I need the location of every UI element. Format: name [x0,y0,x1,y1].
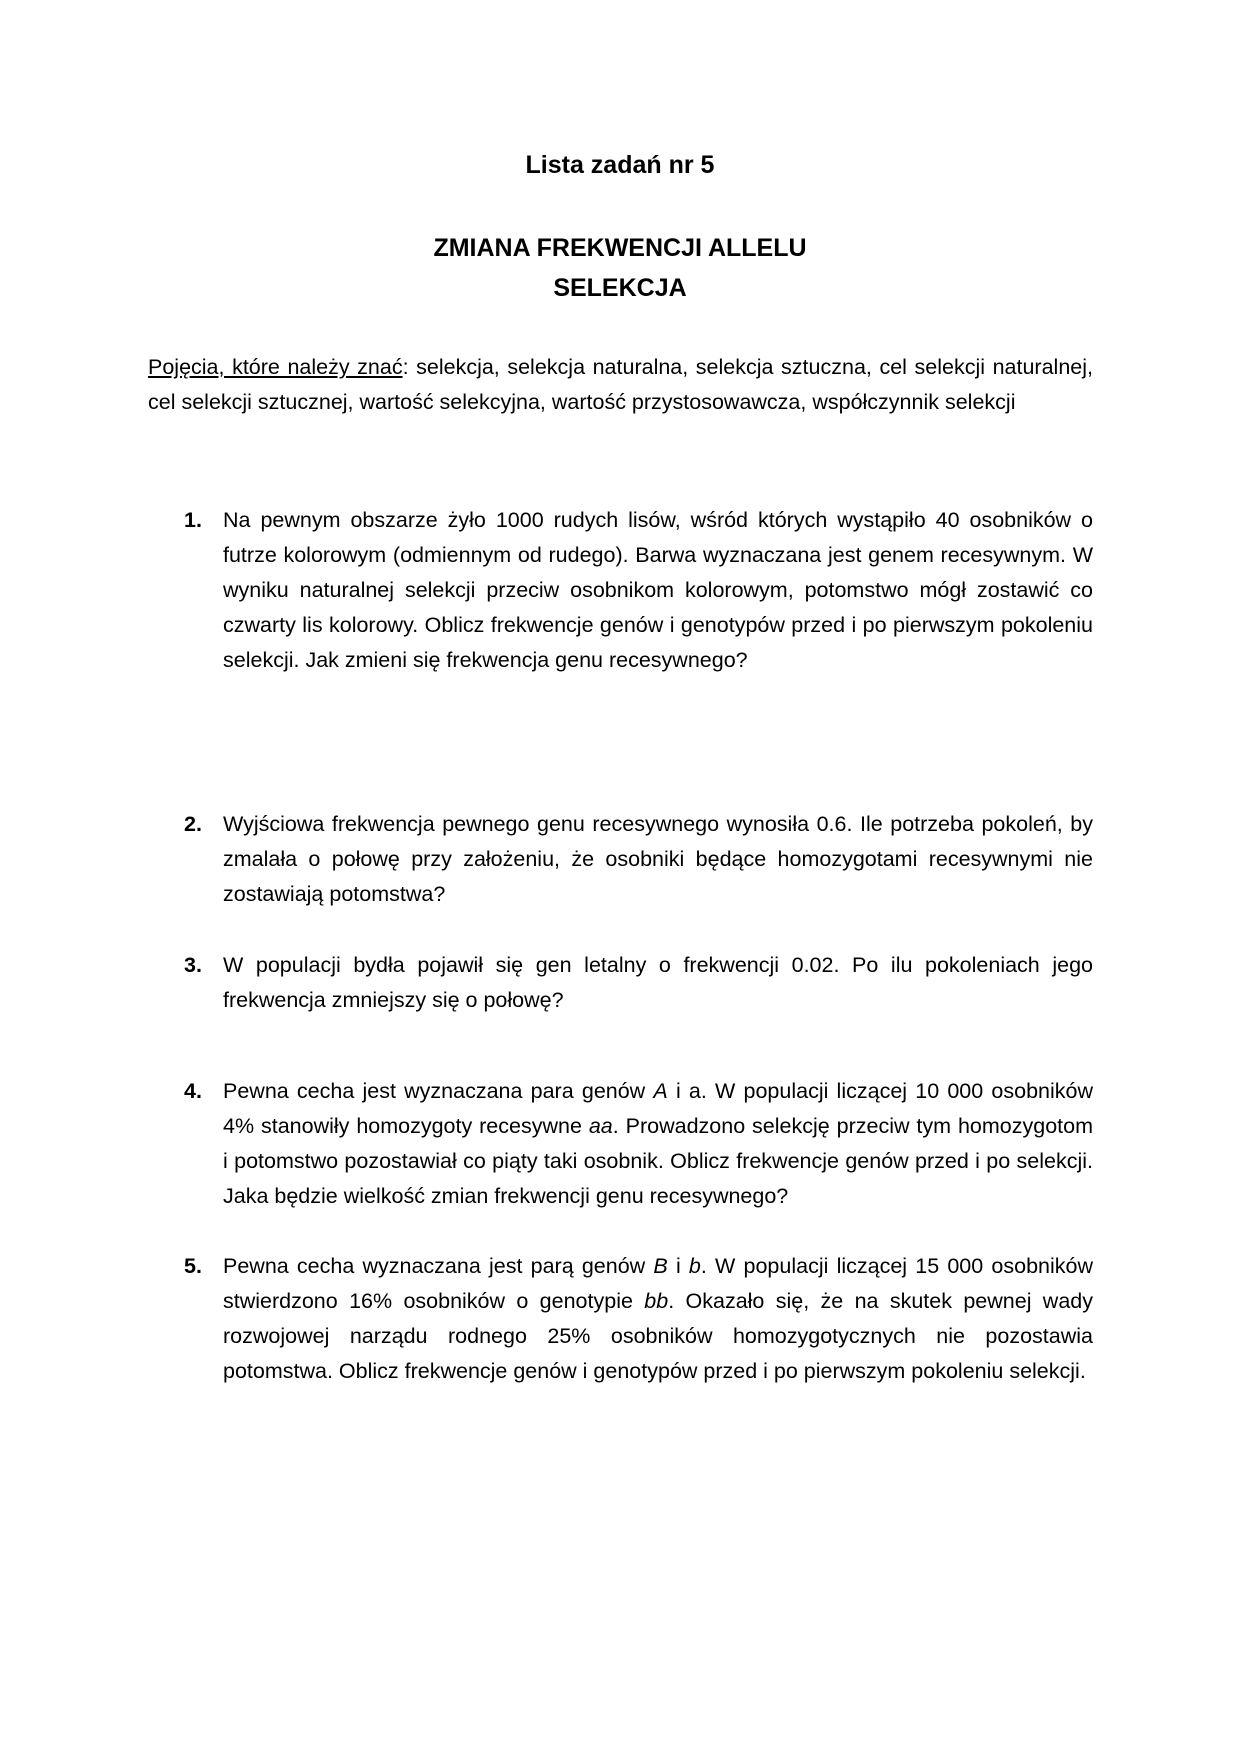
task-text-part: Pewna cecha wyznaczana jest parą genów [223,1254,654,1278]
task-text-part: Pewna cecha jest wyznaczana para genów [223,1079,654,1103]
concepts-list: : selekcja, selekcja naturalna, selekcja sztuczna, cel selekcji naturalnej, cel selekcji sztucznej, wartość selekcyjna, wartość przystosowawcza, współczynnik selekcji [148,355,1093,414]
task-number: 3. [184,953,202,977]
task-number: 1. [184,508,202,532]
task-number: 5. [184,1254,202,1278]
page-title: Lista zadań nr 5 [525,151,715,179]
task-text-part: . W populacji liczącej 15 000 osobników stwierdzono 16% osobników o genotypie [223,1254,1094,1313]
gene-symbol: bb [644,1289,669,1313]
task-text-part: . Okazało się, że na skutek pewnej wady rozwojowej narządu rodnego 25% osobników homozygotycznych nie pozostawia potomstwa. Oblicz frekwencje genów i genotypów przed i po pierwszym pokoleniu selekcji. [223,1289,1094,1383]
concepts-lead: Pojęcia, które należy znać [148,355,403,379]
task-text: Na pewnym obszarze żyło 1000 rudych lisów, wśród których wystąpiło 40 osobników o futrze kolorowym (odmiennym od rudego). Barwa wyznaczana jest genem recesywnym. W wyniku naturalnej selekcji przeciw osobnikom kolorowym, potomstwo mógł zostawić co czwarty lis kolorowy. Oblicz frekwencje genów i genotypów przed i po pierwszym pokoleniu selekcji. Jak zmieni się frekwencja genu recesywnego? [223,508,1093,672]
task-text-part: i [667,1254,689,1278]
task-text-part: . Prowadzono selekcję przeciw tym homozygotom i potomstwo pozostawiał co piąty taki osobnik. Oblicz frekwencje genów przed i po selekcji. Jaka będzie wielkość zmian frekwencji genu recesywnego? [223,1114,1094,1208]
section-subheading: SELEKCJA [553,274,687,302]
task-text: Wyjściowa frekwencja pewnego genu recesywnego wynosiła 0.6. Ile potrzeba pokoleń, by zmalała o połowę przy założeniu, że osobniki będące homozygotami recesywnymi nie zostawiają potomstwa? [223,812,1093,906]
task-text-part: i a. W populacji liczącej 10 000 osobników 4% stanowiły homozygoty recesywne [223,1079,1093,1138]
task-number: 2. [184,812,202,836]
concepts-paragraph [148,350,1093,420]
gene-symbol: B [653,1254,668,1278]
task-number: 4. [184,1079,202,1103]
gene-symbol: A [653,1079,668,1103]
gene-symbol: aa [588,1114,613,1138]
task-text [223,1074,1093,1214]
section-heading: ZMIANA FREKWENCJI ALLELU [433,234,807,262]
task-text [223,1249,1093,1389]
gene-symbol: b [688,1254,701,1278]
task-text: W populacji bydła pojawił się gen letalny o frekwencji 0.02. Po ilu pokoleniach jego frekwencja zmniejszy się o połowę? [223,953,1093,1012]
